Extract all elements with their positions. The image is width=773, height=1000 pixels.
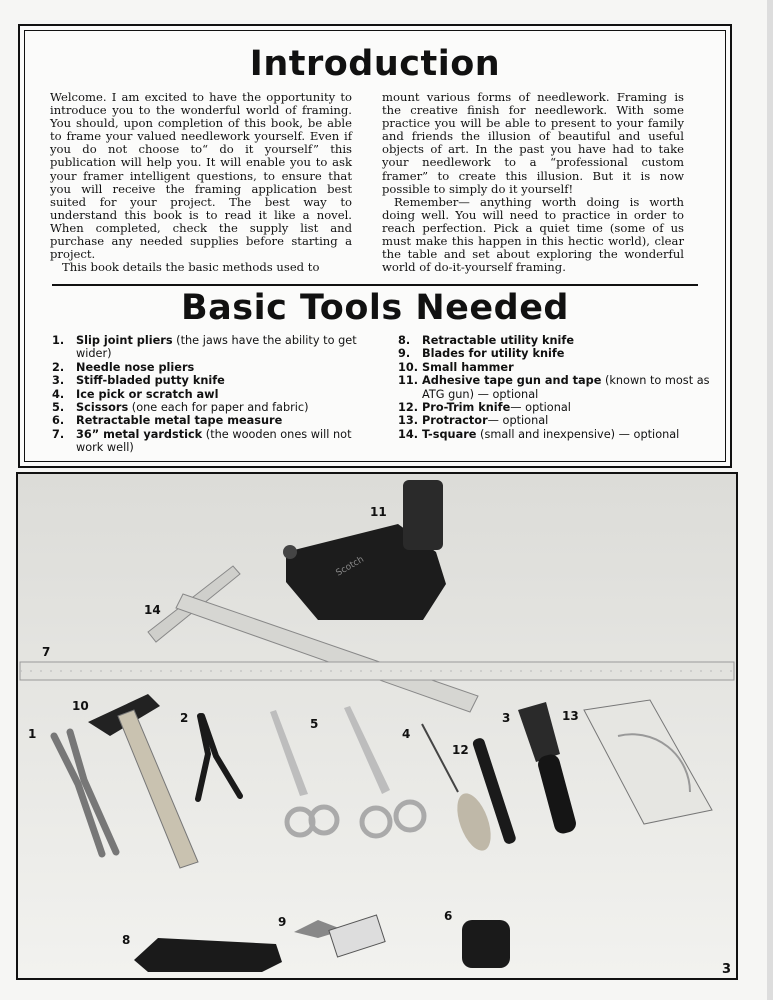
- tool-item: 5. Scissors (one each for paper and fabric): [52, 401, 309, 415]
- section-divider: [52, 284, 698, 286]
- tools-list-left: [52, 334, 362, 455]
- tape-gun-brand: Scotch: [334, 554, 366, 579]
- callout-number: 12: [452, 743, 469, 757]
- callout-number: 5: [310, 717, 319, 731]
- tool-item: 4. Ice pick or scratch awl: [52, 387, 219, 401]
- tools-illustration: [18, 474, 736, 978]
- yardstick: [20, 662, 734, 680]
- tool-item: 13. Protractor— optional: [398, 414, 549, 428]
- callout-number: 10: [72, 699, 89, 713]
- tool-item: 8. Retractable utility knife: [398, 334, 574, 347]
- tool-item: 11. Adhesive tape gun and tape (known to most as ATG gun) — optional: [398, 374, 710, 401]
- page-edge: [767, 0, 773, 1000]
- callout-number: 13: [562, 709, 579, 723]
- intro-column-right: [382, 91, 684, 274]
- callout-number: 4: [402, 727, 411, 741]
- tools-photo: [16, 472, 738, 980]
- tool-item: 1. Slip joint pliers (the jaws have the ability to get wider): [52, 334, 357, 361]
- intro-paragraph: Welcome. I am excited to have the opportunity to introduce you to the wonderful world of framing. You should, upon completion of this book, be able to frame your valued needlework yourself. Even if you do not choose to“ do it yourself” this publication will help you. It will enable you to ask your framer intelligent questions, to ensure that you will receive the framing application best suited for your project. The best way to understand this book is to read it like a novel. When completed, check the supply list and purchase any needed supplies before starting a project.: [50, 90, 352, 262]
- tape-measure: [462, 920, 510, 968]
- tool-item: 14. T-square (small and inexpensive) — optional: [398, 427, 680, 441]
- intro-column-left: [50, 91, 352, 274]
- callout-number: 11: [370, 505, 387, 519]
- tool-item: 7. 36” metal yardstick (the wooden ones will not work well): [52, 427, 352, 455]
- page-number: 3: [722, 962, 732, 977]
- callout-number: 3: [502, 711, 511, 725]
- callout-number: 8: [122, 933, 131, 947]
- tool-item: 3. Stiff-bladed putty knife: [52, 374, 225, 388]
- callout-number: 7: [42, 645, 51, 659]
- tool-item: 2. Needle nose pliers: [52, 360, 195, 374]
- tool-item: 9. Blades for utility knife: [398, 347, 565, 361]
- callout-number: 2: [180, 711, 189, 725]
- introduction-heading: Introduction: [249, 44, 501, 84]
- intro-paragraph: mount various forms of needlework. Framing is the creative finish for needlework. With some practice you will be able to present to your family and friends the illusion of beautiful and useful objects of art. In the past you have had to take your needlework to a “professional custom framer” to create this illusion. But it is now possible to simply do it yourself!: [382, 90, 684, 196]
- tool-item: 6. Retractable metal tape measure: [52, 414, 283, 428]
- intro-paragraph: Remember— anything worth doing is worth doing well. You will need to practice in order to reach perfection. Pick a quiet time (some of us must make this happen in this hectic world), clear the table and set about exploring the wonderful world of do-it-yourself framing.: [382, 194, 684, 275]
- callout-number: 9: [278, 915, 287, 929]
- intro-paragraph: This book details the basic methods used to: [62, 260, 320, 275]
- tool-item: 12. Pro-Trim knife— optional: [398, 401, 571, 415]
- callout-number: 6: [444, 909, 453, 923]
- text-box: [18, 24, 732, 468]
- tool-item: 10. Small hammer: [398, 360, 514, 374]
- callout-number: 1: [28, 727, 37, 741]
- tools-heading: Basic Tools Needed: [180, 288, 569, 328]
- callout-number: 14: [144, 603, 161, 617]
- tools-list-right: [398, 334, 718, 441]
